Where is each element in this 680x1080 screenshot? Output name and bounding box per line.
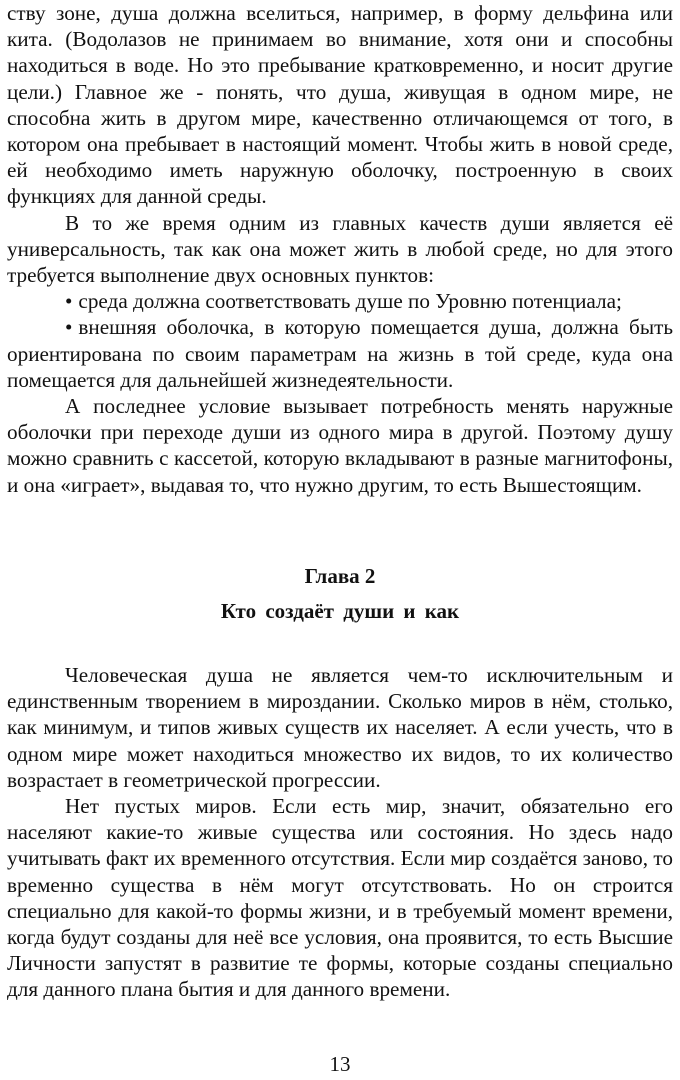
paragraph: ству зоне, душа должна вселиться, например, в форму дельфина или кита. (Водолазов не принимаем во внимание, хотя они и способны находиться в воде. Но это пребывание кратковременно, и носит другие цели.) Главное же - понять, что душа, живущая в одном мире, не способна жить в другом мире, качественно отличающемся от того, в котором она пребывает в настоящий момент. Чтобы жить в новой среде, ей необходимо иметь наружную оболочку, построенную в своих функциях для данной среды. (7, 1, 673, 209)
paragraph: В то же время одним из главных качеств души является её универсальность, так как она может жить в любой среде, но для этого требуется выполнение двух основных пунктов: (7, 210, 673, 288)
bullet-text: внешняя оболочка, в которую помещается душа, должна быть ориентирована по своим параметрам на жизнь в той среде, куда она помещается для дальнейшей жизнедеятельности. (7, 315, 673, 392)
bullet-icon: • (65, 315, 73, 340)
page-number: 13 (329, 1052, 351, 1076)
book-page (7, 0, 673, 1080)
chapter-number: Глава 2 (304, 564, 376, 588)
chapter-title: Кто создаёт души и как (220, 599, 460, 623)
bullet-item (7, 314, 673, 393)
text-section-bottom (7, 662, 673, 1003)
bullet-icon: • (65, 289, 73, 314)
bullet-text: среда должна соответствовать душе по Уровню потенциала; (78, 289, 622, 314)
paragraph: Нет пустых миров. Если есть мир, значит, обязательно его населяют какие-то живые существа или состояния. Но здесь надо учитывать факт их временного отсутствия. Если мир создаётся заново, то временно существа в нём могут отсутствовать. Но он строится специально для какой-то формы жизни, и в требуемый момент времени, когда будут созданы для неё все условия, она проявится, то есть Высшие Личности запустят в развитие те формы, которые созданы специально для данного плана бытия и для данного времени. (7, 794, 673, 1002)
text-section-top (7, 0, 673, 498)
paragraph: А последнее условие вызывает потребность менять наружные оболочки при переходе души из одного мира в другой. Поэтому душу можно сравнить с кассетой, которую вкладывают в разные магнитофоны, и она «играет», выдавая то, что нужно другим, то есть Вышестоящим. (7, 394, 673, 497)
bullet-item (7, 288, 673, 314)
paragraph: Человеческая душа не является чем-то исключительным и единственным творением в мироздании. Сколько миров в нём, столько, как минимум, и типов живых существ их населяет. А если учесть, что в одном мире может находиться множество их видов, то их количество возрастает в геометрической прогрессии. (7, 663, 673, 792)
